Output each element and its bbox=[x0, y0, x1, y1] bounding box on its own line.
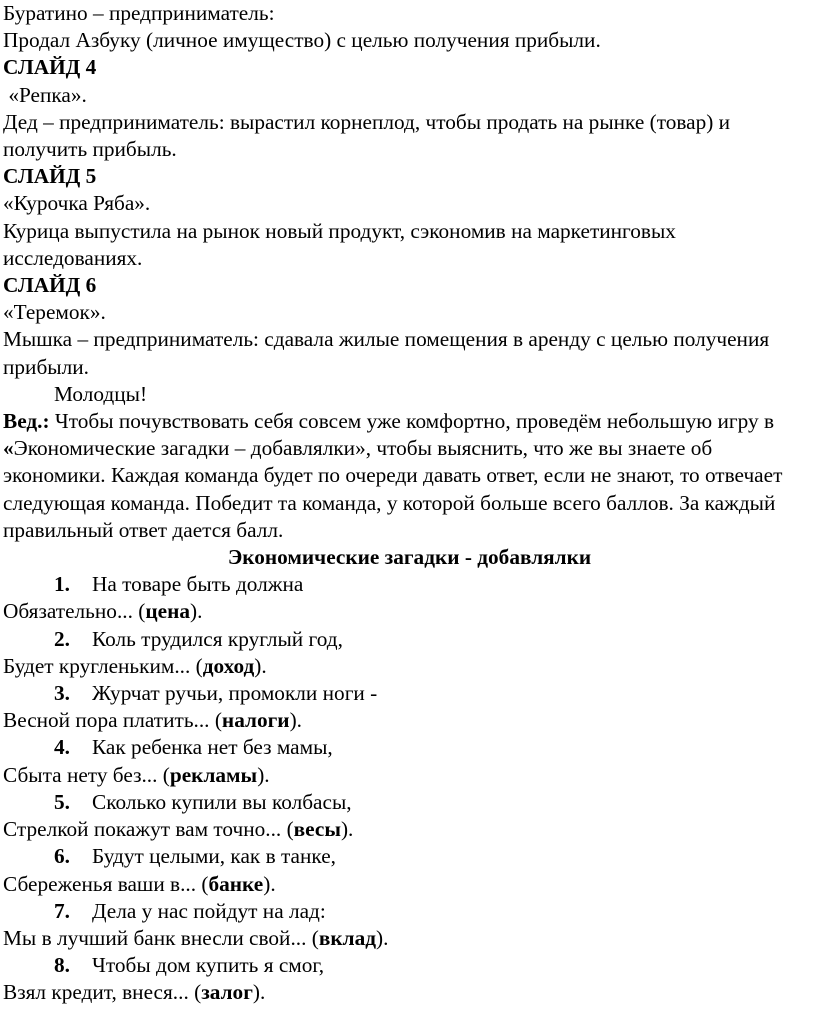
list-item bbox=[3, 898, 816, 952]
riddle-answer: налоги bbox=[221, 708, 290, 733]
list-item bbox=[3, 571, 816, 625]
slide-title: «Теремок». bbox=[3, 300, 106, 325]
riddle-line-2: Стрелкой покажут вам точно... ( bbox=[3, 817, 294, 842]
list-item bbox=[3, 952, 816, 1006]
riddle-line-1: Будут целыми, как в танке, bbox=[92, 844, 336, 869]
riddle-line-1: Сколько купили вы колбасы, bbox=[92, 789, 352, 814]
riddle-line-1: Как ребенка нет без мамы, bbox=[92, 735, 333, 760]
riddle-line-1: Чтобы дом купить я смог, bbox=[92, 953, 325, 978]
leader-paragraph bbox=[3, 408, 816, 544]
riddle-line-2: Весной пора платить... ( bbox=[3, 708, 222, 733]
riddle-line-1: Журчат ручьи, промокли ноги - bbox=[92, 681, 378, 706]
list-item bbox=[3, 680, 816, 734]
riddle-end: ). bbox=[190, 599, 203, 624]
riddle-number: 4. bbox=[54, 735, 70, 760]
riddle-end: ). bbox=[252, 980, 266, 1005]
leader-label: Вед.: bbox=[3, 409, 50, 434]
riddle-line-1: Дела у нас пойдут на лад: bbox=[92, 898, 326, 923]
leader-text-after: Экономические загадки – добавлялки», чтобы выяснить, что же вы знаете об экономики. Каждая команда будет по очереди давать ответ, если не знают, то отвечает следующая команда. Победит та команда, у которой больше всего баллов. За каждый правильный ответ дается балл. bbox=[3, 436, 783, 542]
riddle-line-2: Будет кругленьким... ( bbox=[3, 653, 203, 678]
riddle-number: 8. bbox=[54, 953, 70, 978]
slide-title: «Курочка Ряба». bbox=[3, 191, 151, 216]
riddle-number: 6. bbox=[54, 844, 70, 869]
riddle-end: ). bbox=[376, 925, 389, 950]
riddle-line-2: Мы в лучший банк внесли свой... ( bbox=[3, 925, 319, 950]
riddle-number: 7. bbox=[54, 898, 70, 923]
leader-quote-open: « bbox=[3, 436, 14, 461]
riddle-end: ). bbox=[289, 708, 302, 733]
riddle-line-2: Обязательно... ( bbox=[3, 599, 146, 624]
riddle-line-2: Сбереженья ваши в... ( bbox=[3, 871, 209, 896]
riddle-end: ). bbox=[254, 653, 267, 678]
list-item bbox=[3, 734, 816, 788]
riddles-list bbox=[3, 571, 816, 1006]
riddle-number: 5. bbox=[54, 789, 70, 814]
riddle-line-2: Сбыта нету без... ( bbox=[3, 762, 170, 787]
riddle-answer: рекламы bbox=[169, 762, 258, 787]
riddle-number: 1. bbox=[54, 572, 70, 597]
riddle-answer: доход bbox=[202, 653, 255, 678]
list-item bbox=[3, 789, 816, 843]
riddle-answer: залог bbox=[201, 980, 253, 1005]
riddle-line-1: На товаре быть должна bbox=[92, 572, 304, 597]
slide-heading: СЛАЙД 4 bbox=[3, 55, 97, 80]
intro-line-2: Продал Азбуку (личное имущество) с целью получения прибыли. bbox=[3, 28, 601, 53]
riddle-answer: банке bbox=[208, 871, 264, 896]
riddle-number: 3. bbox=[54, 681, 70, 706]
riddle-end: ). bbox=[257, 762, 270, 787]
riddle-line-2: Взял кредит, внеся... ( bbox=[3, 980, 202, 1005]
intro-line-1: Буратино – предприниматель: bbox=[3, 1, 275, 25]
riddle-answer: вклад bbox=[318, 925, 377, 950]
slide-title: «Репка». bbox=[3, 82, 87, 107]
riddle-end: ). bbox=[340, 817, 354, 842]
slide-heading: СЛАЙД 6 bbox=[3, 273, 97, 298]
riddle-answer: весы bbox=[293, 817, 341, 842]
praise-text: Молодцы! bbox=[54, 381, 148, 406]
leader-text-before: Чтобы почувствовать себя совсем уже комфортно, проведём небольшую игру в bbox=[49, 409, 780, 434]
riddle-line-1: Коль трудился круглый год, bbox=[92, 626, 343, 651]
slide-text: Мышка – предприниматель: сдавала жилые помещения в аренду с целью получения прибыли. bbox=[3, 327, 770, 379]
riddles-title: Экономические загадки - добавлялки bbox=[227, 545, 592, 570]
riddle-end: ). bbox=[263, 871, 276, 896]
slide-text: Курица выпустила на рынок новый продукт, сэкономив на маркетинговых исследованиях. bbox=[3, 218, 676, 270]
list-item bbox=[3, 843, 816, 897]
slide-text: Дед – предприниматель: вырастил корнеплод, чтобы продать на рынке (товар) и получить прибыль. bbox=[3, 109, 731, 162]
riddle-answer: цена bbox=[145, 599, 190, 624]
riddle-number: 2. bbox=[54, 626, 70, 651]
slide-heading: СЛАЙД 5 bbox=[3, 164, 97, 189]
list-item bbox=[3, 626, 816, 680]
